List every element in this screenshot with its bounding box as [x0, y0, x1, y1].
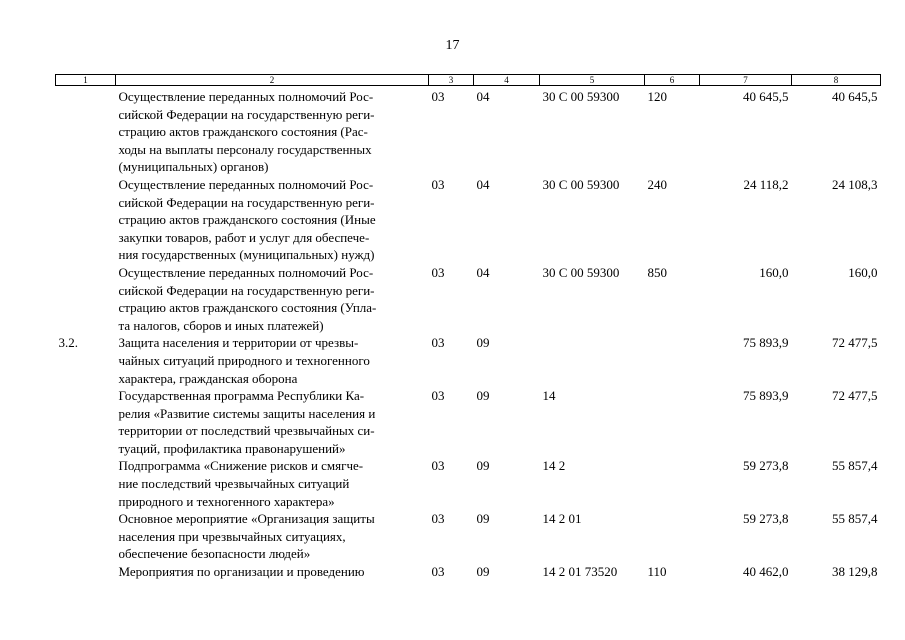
subsection-code: 04 [476, 264, 490, 280]
target-article-code: 14 2 [542, 458, 566, 474]
subsection-code: 09 [476, 511, 490, 527]
description-line: сийской Федерации на государственную реги- [118, 282, 375, 298]
column-header: 5 [540, 75, 645, 86]
amount-year-2: 55 857,4 [832, 458, 878, 474]
description-line: ние последствий чрезвычайных ситуаций [118, 476, 350, 492]
subsection-code: 09 [476, 564, 490, 580]
column-header: 7 [700, 75, 792, 86]
table-row [56, 387, 881, 457]
amount-year-1: 160,0 [759, 264, 789, 280]
description-line: населения при чрезвычайных ситуациях, [118, 528, 346, 544]
table-row [56, 563, 881, 581]
amount-year-2: 72 477,5 [832, 388, 878, 404]
amount-year-1: 75 893,9 [743, 335, 789, 351]
description-line: чайных ситуаций природного и техногенного [118, 352, 370, 368]
column-header: 8 [792, 75, 881, 86]
amount-year-1: 40 462,0 [743, 564, 789, 580]
expense-type-code [645, 457, 700, 510]
table-row [56, 510, 881, 563]
description-line: Государственная программа Республики Ка- [118, 388, 365, 404]
row-description [116, 563, 429, 581]
column-header: 6 [645, 75, 700, 86]
section-code: 03 [431, 564, 445, 580]
description-line: страцию актов гражданского состояния (Рас- [118, 124, 368, 140]
target-article-code: 14 2 01 [542, 511, 582, 527]
subsection-code: 09 [476, 388, 490, 404]
target-article-code: 30 С 00 59300 [542, 176, 620, 192]
row-number [56, 457, 116, 510]
amount-year-2: 24 108,3 [832, 176, 878, 192]
amount-year-1: 59 273,8 [743, 458, 789, 474]
page-number: 17 [445, 38, 460, 53]
amount-year-1: 40 645,5 [743, 89, 789, 104]
expense-type-code [645, 334, 700, 387]
section-code: 03 [431, 511, 445, 527]
description-line: Осуществление переданных полномочий Рос- [118, 89, 374, 104]
amount-year-1: 75 893,9 [743, 388, 789, 404]
section-code: 03 [431, 335, 445, 351]
target-article-code [540, 334, 645, 387]
amount-year-1: 59 273,8 [743, 511, 789, 527]
expense-type-code [645, 510, 700, 563]
column-header: 3 [429, 75, 474, 86]
row-description [116, 334, 429, 387]
row-number [56, 176, 116, 264]
section-code: 03 [431, 89, 445, 104]
target-article-code: 14 [542, 388, 556, 404]
description-line: характера, гражданская оборона [118, 370, 298, 386]
description-line: ходы на выплаты персоналу государственных [118, 141, 372, 157]
expense-type-code: 120 [647, 89, 667, 104]
amount-year-2: 55 857,4 [832, 511, 878, 527]
description-line: ния государственных (муниципальных) нужд) [118, 247, 375, 263]
description-line: релия «Развитие системы защиты населения и [118, 405, 376, 421]
amount-year-2: 72 477,5 [832, 335, 878, 351]
description-line: закупки товаров, работ и услуг для обеспече- [118, 229, 370, 245]
expense-type-code: 110 [647, 564, 667, 580]
budget-table [55, 74, 881, 581]
amount-year-2: 38 129,8 [832, 564, 878, 580]
table-row [56, 176, 881, 264]
description-line: та налогов, сборов и иных платежей) [118, 317, 324, 333]
target-article-code: 30 С 00 59300 [542, 264, 620, 280]
description-line: природного и техногенного характера» [118, 493, 335, 509]
row-number [56, 563, 116, 581]
row-description [116, 176, 429, 264]
description-line: Мероприятия по организации и проведению [118, 564, 365, 580]
amount-year-2: 160,0 [848, 264, 878, 280]
table-body [56, 86, 881, 581]
target-article-code: 14 2 01 73520 [542, 564, 618, 580]
section-code: 03 [431, 458, 445, 474]
row-number: 3.2. [58, 335, 78, 351]
column-header: 4 [474, 75, 540, 86]
row-description [116, 387, 429, 457]
table-row [56, 86, 881, 176]
description-line: Осуществление переданных полномочий Рос- [118, 264, 374, 280]
row-description [116, 264, 429, 334]
description-line: сийской Федерации на государственную реги- [118, 106, 375, 122]
row-number [56, 86, 116, 176]
expense-type-code: 850 [647, 264, 667, 280]
section-code: 03 [431, 388, 445, 404]
description-line: Подпрограмма «Снижение рисков и смягче- [118, 458, 364, 474]
expense-type-code: 240 [647, 176, 667, 192]
description-line: страцию актов гражданского состояния (Иные [118, 212, 376, 228]
description-line: территории от последствий чрезвычайных си- [118, 423, 375, 439]
description-line: обеспечение безопасности людей» [118, 546, 311, 562]
row-number [56, 510, 116, 563]
amount-year-2: 40 645,5 [832, 89, 878, 104]
description-line: (муниципальных) органов) [118, 159, 269, 175]
column-header: 1 [56, 75, 116, 86]
row-description [116, 457, 429, 510]
column-number-row [56, 75, 881, 86]
description-line: сийской Федерации на государственную реги- [118, 194, 375, 210]
row-description [116, 510, 429, 563]
row-number [56, 387, 116, 457]
table-row [56, 264, 881, 334]
subsection-code: 04 [476, 176, 490, 192]
target-article-code: 30 С 00 59300 [542, 89, 620, 104]
subsection-code: 09 [476, 458, 490, 474]
description-line: туаций, профилактика правонарушений» [118, 440, 346, 456]
subsection-code: 09 [476, 335, 490, 351]
column-header: 2 [116, 75, 429, 86]
section-code: 03 [431, 176, 445, 192]
expense-type-code [645, 387, 700, 457]
row-description [116, 86, 429, 176]
table-row [56, 334, 881, 387]
section-code: 03 [431, 264, 445, 280]
description-line: Осуществление переданных полномочий Рос- [118, 176, 374, 192]
description-line: страцию актов гражданского состояния (Упла- [118, 300, 377, 316]
description-line: Основное мероприятие «Организация защиты [118, 511, 375, 527]
table-row [56, 457, 881, 510]
description-line: Защита населения и территории от чрезвы- [118, 335, 359, 351]
row-number [56, 264, 116, 334]
subsection-code: 04 [476, 89, 490, 104]
amount-year-1: 24 118,2 [743, 176, 789, 192]
